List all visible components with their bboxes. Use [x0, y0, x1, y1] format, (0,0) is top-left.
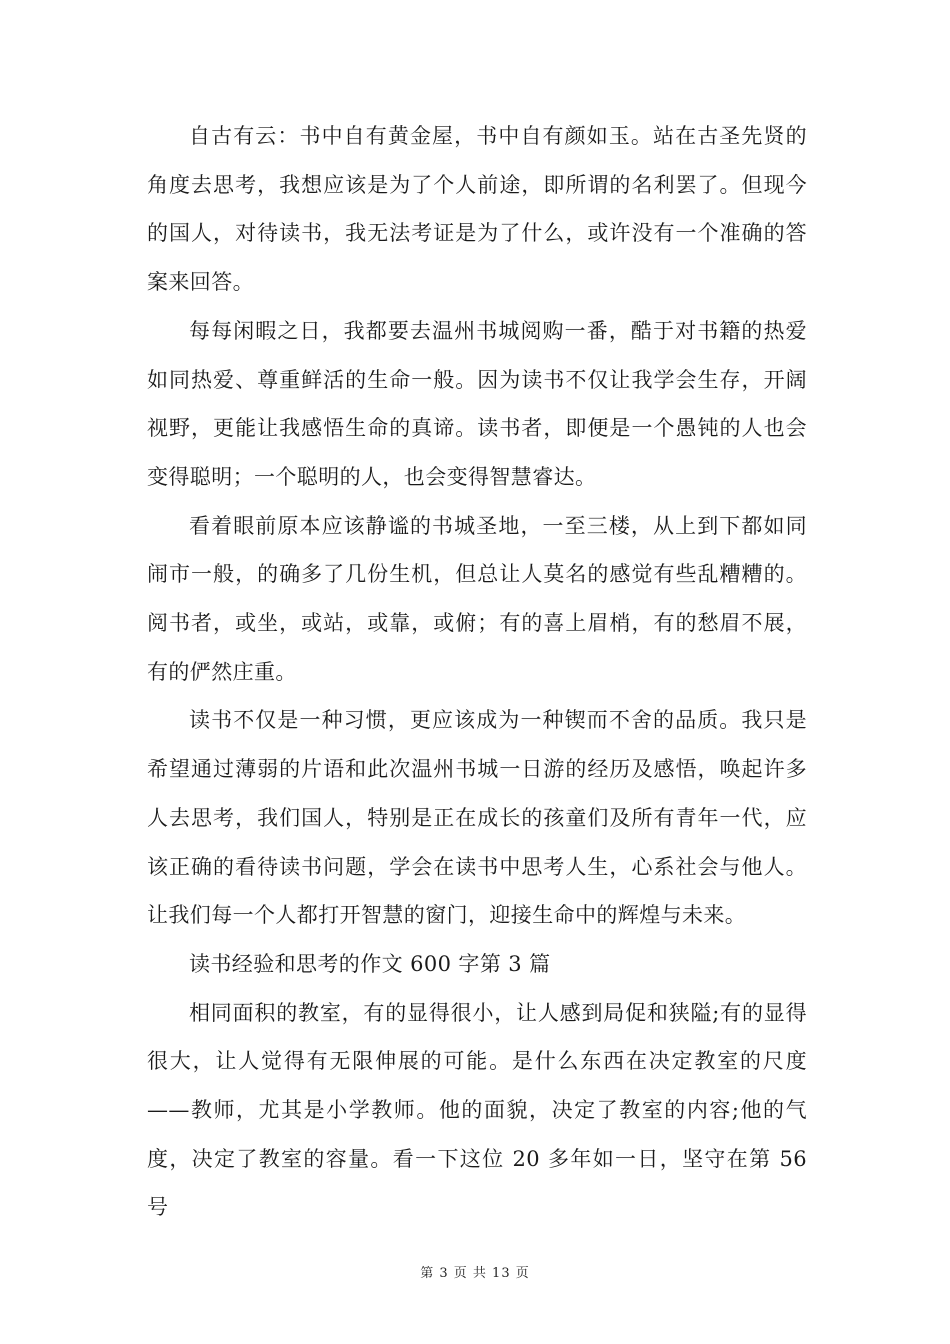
- paragraph-4: 读书不仅是一种习惯，更应该成为一种锲而不舍的品质。我只是希望通过薄弱的片语和此次温州书城一日游的经历及感悟，唤起许多人去思考，我们国人，特别是正在成长的孩童们及所有青年一代，应该正确的看待读书问题，学会在读书中思考人生，心系社会与他人。让我们每一个人都打开智慧的窗门，迎接生命中的辉煌与未来。: [147, 708, 807, 928]
- section-title: 读书经验和思考的作文 600 字第 3 篇: [189, 951, 551, 976]
- paragraph-3: 看着眼前原本应该静谧的书城圣地，一至三楼，从上到下都如同闹市一般，的确多了几份生机，但总让人莫名的感觉有些乱糟糟的。阅书者，或坐，或站，或靠，或俯；有的喜上眉梢，有的愁眉不展，有的俨然庄重。: [147, 513, 807, 684]
- page-number-footer: 第 3 页 共 13 页: [420, 1266, 530, 1281]
- document-body: [147, 112, 807, 1232]
- section-paragraph: 相同面积的教室，有的显得很小，让人感到局促和狭隘;有的显得很大，让人觉得有无限伸展的可能。是什么东西在决定教室的尺度——教师，尤其是小学教师。他的面貌，决定了教室的内容;他的气度，决定了教室的容量。看一下这位 20 多年如一日，坚守在第 56 号: [147, 1000, 807, 1220]
- paragraph-1: 自古有云：书中自有黄金屋，书中自有颜如玉。站在古圣先贤的角度去思考，我想应该是为了个人前途，即所谓的名利罢了。但现今的国人，对待读书，我无法考证是为了什么，或许没有一个准确的答案来回答。: [147, 124, 807, 295]
- paragraph-2: 每每闲暇之日，我都要去温州书城阅购一番，酷于对书籍的热爱如同热爱、尊重鲜活的生命一般。因为读书不仅让我学会生存，开阔视野，更能让我感悟生命的真谛。读书者，即便是一个愚钝的人也会变得聪明；一个聪明的人，也会变得智慧睿达。: [147, 318, 807, 489]
